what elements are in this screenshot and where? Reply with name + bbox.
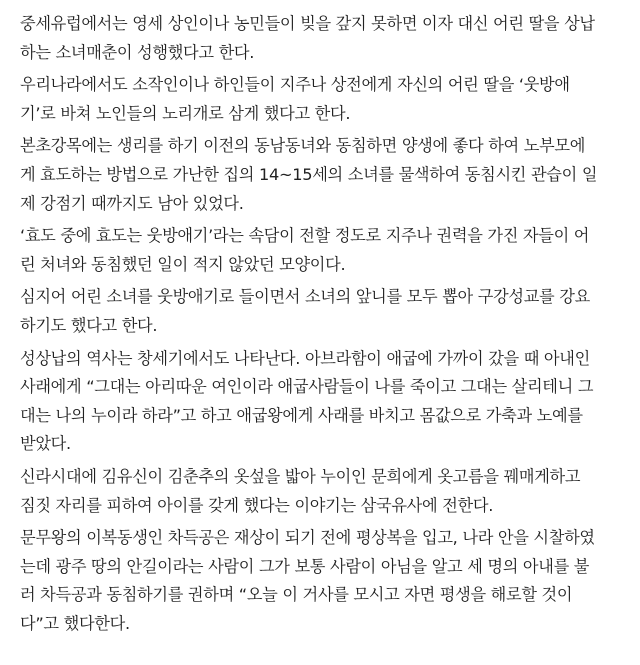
text-line: 기’로 바쳐 노인들의 노리개로 삼게 했다고 한다. <box>20 103 351 123</box>
text-line: 문무왕의 이복동생인 차득공은 재상이 되기 전에 평상복을 입고, 나라 안을 시찰하였 <box>20 528 595 548</box>
text-line: 대는 나의 누이라 하라”고 하고 애굽왕에게 사래를 바치고 몸값으로 가축과 노예를 <box>20 405 583 425</box>
paragraph-3 <box>20 132 626 218</box>
text-line: 짐짓 자리를 피하여 아이를 갖게 했다는 이야기는 삼국유사에 전한다. <box>20 495 494 515</box>
text-line: 다”고 했다한다. <box>20 613 130 633</box>
paragraph-4 <box>20 222 626 279</box>
text-line: 신라시대에 김유신이 김춘추의 옷섶을 밟아 누이인 문희에게 옷고름을 꿰매게하고 <box>20 466 581 486</box>
text-line: 심지어 어린 소녀를 웃방애기로 들이면서 소녀의 앞니를 모두 뽑아 구강성교를 강요 <box>20 287 590 307</box>
text-line: 하는 소녀매춘이 성행했다고 한다. <box>20 42 255 62</box>
text-line: 러 차득공과 동침하기를 권하며 “오늘 이 거사를 모시고 자면 평생을 해로할 것이 <box>20 585 573 605</box>
paragraph-6 <box>20 345 626 459</box>
text-line: 린 처녀와 동침했던 일이 적지 않았던 모양이다. <box>20 254 346 274</box>
paragraph-8 <box>20 524 626 638</box>
text-line: 우리나라에서도 소작인이나 하인들이 지주나 상전에게 자신의 어린 딸을 ‘웃방애 <box>20 75 570 95</box>
text-line: 성상납의 역사는 창세기에서도 나타난다. 아브라함이 애굽에 가까이 갔을 때 아내인 <box>20 348 590 368</box>
paragraph-1 <box>20 10 626 67</box>
text-line: 는데 광주 땅의 안길이라는 사람이 그가 보통 사람이 아님을 알고 세 명의 아내를 불 <box>20 556 590 576</box>
text-line: 하기도 했다고 한다. <box>20 315 158 335</box>
text-line: 게 효도하는 방법으로 가난한 집의 14~15세의 소녀를 물색하여 동침시킨 관습이 일 <box>20 164 598 184</box>
paragraph-5 <box>20 283 626 340</box>
text-line: ‘효도 중에 효도는 웃방애기’라는 속담이 전할 정도로 지주나 권력을 가진 자들이 어 <box>20 226 590 246</box>
text-line: 제 강점기 때까지도 남아 있었다. <box>20 193 244 213</box>
paragraph-7 <box>20 463 626 520</box>
paragraph-2 <box>20 71 626 128</box>
text-line: 받았다. <box>20 434 71 454</box>
text-line: 사래에게 “그대는 아리따운 여인이라 애굽사람들이 나를 죽이고 그대는 살리테니 그 <box>20 377 594 397</box>
text-line: 본초강목에는 생리를 하기 이전의 동남동녀와 동침하면 양생에 좋다 하여 노부모에 <box>20 136 586 156</box>
text-line: 중세유럽에서는 영세 상인이나 농민들이 빚을 갚지 못하면 이자 대신 어린 딸을 상납 <box>20 14 595 33</box>
